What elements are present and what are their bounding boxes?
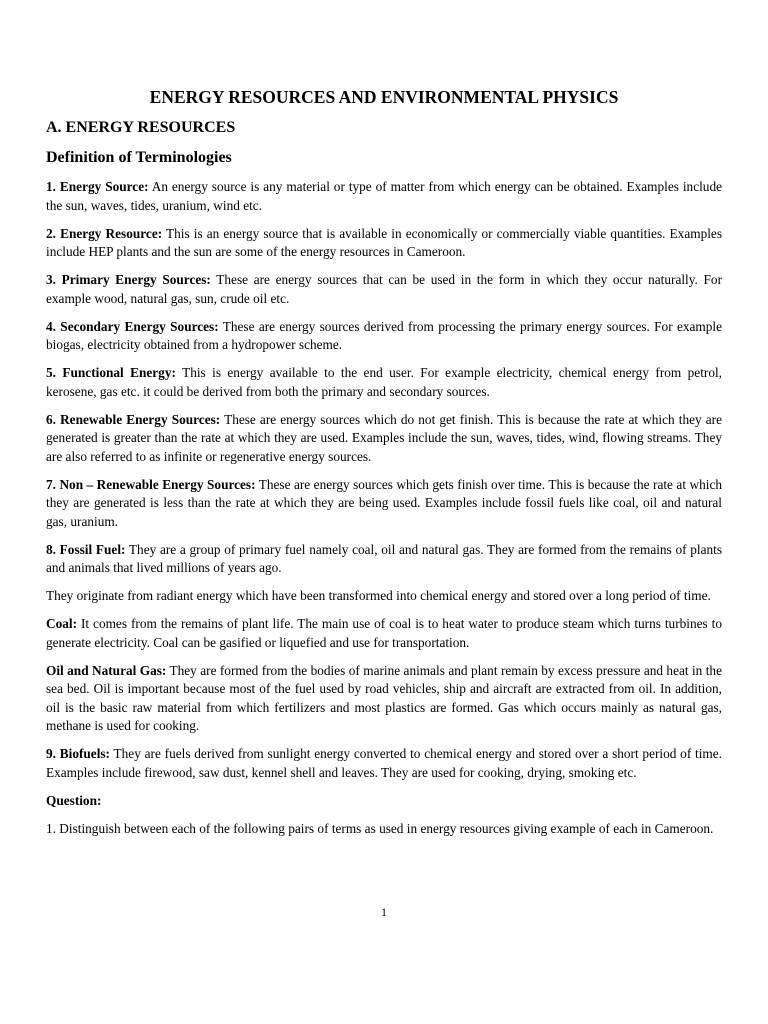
term-label: Question: xyxy=(46,792,102,808)
paragraph-oil-gas xyxy=(46,662,722,736)
term-label: 5. Functional Energy: xyxy=(46,365,176,380)
paragraph-primary-energy xyxy=(46,271,722,308)
paragraph-coal xyxy=(46,615,722,652)
page-number: 1 xyxy=(381,905,387,919)
paragraph-text: They are formed from the bodies of marine animals and plant remain by excess pressure and heat in the sea bed. Oil is important because most of the fuel used by road vehicles, ship and aircraft are extracted from oil. In addition, oil is the basic raw material from which fertilizers and most plastics are formed. Gas which occurs mainly as natural gas, methane is used for cooking. xyxy=(46,662,722,733)
paragraph-fossil-origin xyxy=(46,587,722,606)
paragraph-text: 1. Distinguish between each of the following pairs of terms as used in energy resources giving example of each in Cameroon. xyxy=(46,820,714,836)
term-label: 1. Energy Source: xyxy=(46,179,149,194)
document-title: ENERGY RESOURCES AND ENVIRONMENTAL PHYSICS xyxy=(149,87,619,107)
paragraph-text: An energy source is any material or type of matter from which energy can be obtained. Examples include the sun, waves, tides, uranium, wind etc. xyxy=(46,179,722,213)
term-label: 3. Primary Energy Sources: xyxy=(46,272,211,287)
paragraph-list xyxy=(46,178,722,838)
paragraph-text: It comes from the remains of plant life. The main use of coal is to heat water to produce steam which turns turbines to generate electricity. Coal can be gasified or liquefied and use for transportation. xyxy=(46,616,722,650)
question-heading xyxy=(46,792,722,811)
paragraph-biofuels xyxy=(46,745,722,782)
section-heading: A. ENERGY RESOURCES xyxy=(46,119,236,136)
paragraph-text: They are fuels derived from sunlight energy converted to chemical energy and stored over a short period of time. Examples include firewood, saw dust, kennel shell and leaves. They are used for cooking, drying, smoking etc. xyxy=(46,746,723,780)
term-label: 8. Fossil Fuel: xyxy=(46,541,126,557)
paragraph-text: These are energy sources which do not get finish. This is because the rate at which they are generated is greater than the rate at which they are used. Examples include the sun, waves, tides, wind, flowing streams. They are also referred to as infinite or regenerative energy sources. xyxy=(46,411,722,464)
question-item xyxy=(46,820,722,839)
paragraph-text: They originate from radiant energy which have been transformed into chemical energy and stored over a long period of time. xyxy=(46,588,711,603)
term-label: 7. Non – Renewable Energy Sources: xyxy=(46,476,256,492)
paragraph-non-renewable xyxy=(46,476,722,532)
paragraph-functional-energy xyxy=(46,364,722,401)
paragraph-energy-resource xyxy=(46,225,722,262)
paragraph-text: These are energy sources that can be used in the form in which they occur naturally. For example wood, natural gas, sun, crude oil etc. xyxy=(46,272,722,306)
term-label: Coal: xyxy=(46,616,78,631)
paragraph-renewable xyxy=(46,411,722,467)
sub-heading: Definition of Terminologies xyxy=(46,149,232,166)
term-label: Oil and Natural Gas: xyxy=(46,662,167,678)
paragraph-energy-source xyxy=(46,178,722,215)
term-label: 6. Renewable Energy Sources: xyxy=(46,411,221,427)
term-label: 9. Biofuels: xyxy=(46,746,110,761)
term-label: 4. Secondary Energy Sources: xyxy=(46,318,219,334)
term-label: 2. Energy Resource: xyxy=(46,225,163,241)
paragraph-text: They are a group of primary fuel namely coal, oil and natural gas. They are formed from the remains of plants and animals that lived millions of years ago. xyxy=(46,541,722,575)
paragraph-text: This is energy available to the end user. For example electricity, chemical energy from petrol, kerosene, gas etc. it could be derived from both the primary and secondary sources. xyxy=(46,365,722,399)
paragraph-text: These are energy sources derived from processing the primary energy sources. For example biogas, electricity obtained from a hydropower scheme. xyxy=(46,318,722,352)
paragraph-text: These are energy sources which gets finish over time. This is because the rate at which they are generated is less than the rate at which they are being used. Examples include fossil fuels like coal, oil and natural gas, uranium. xyxy=(46,476,722,529)
paragraph-fossil-fuel xyxy=(46,541,722,578)
paragraph-text: This is an energy source that is available in economically or commercially viable quantities. Examples include HEP plants and the sun are some of the energy resources in Cameroon. xyxy=(46,225,722,259)
paragraph-secondary-energy xyxy=(46,318,722,355)
